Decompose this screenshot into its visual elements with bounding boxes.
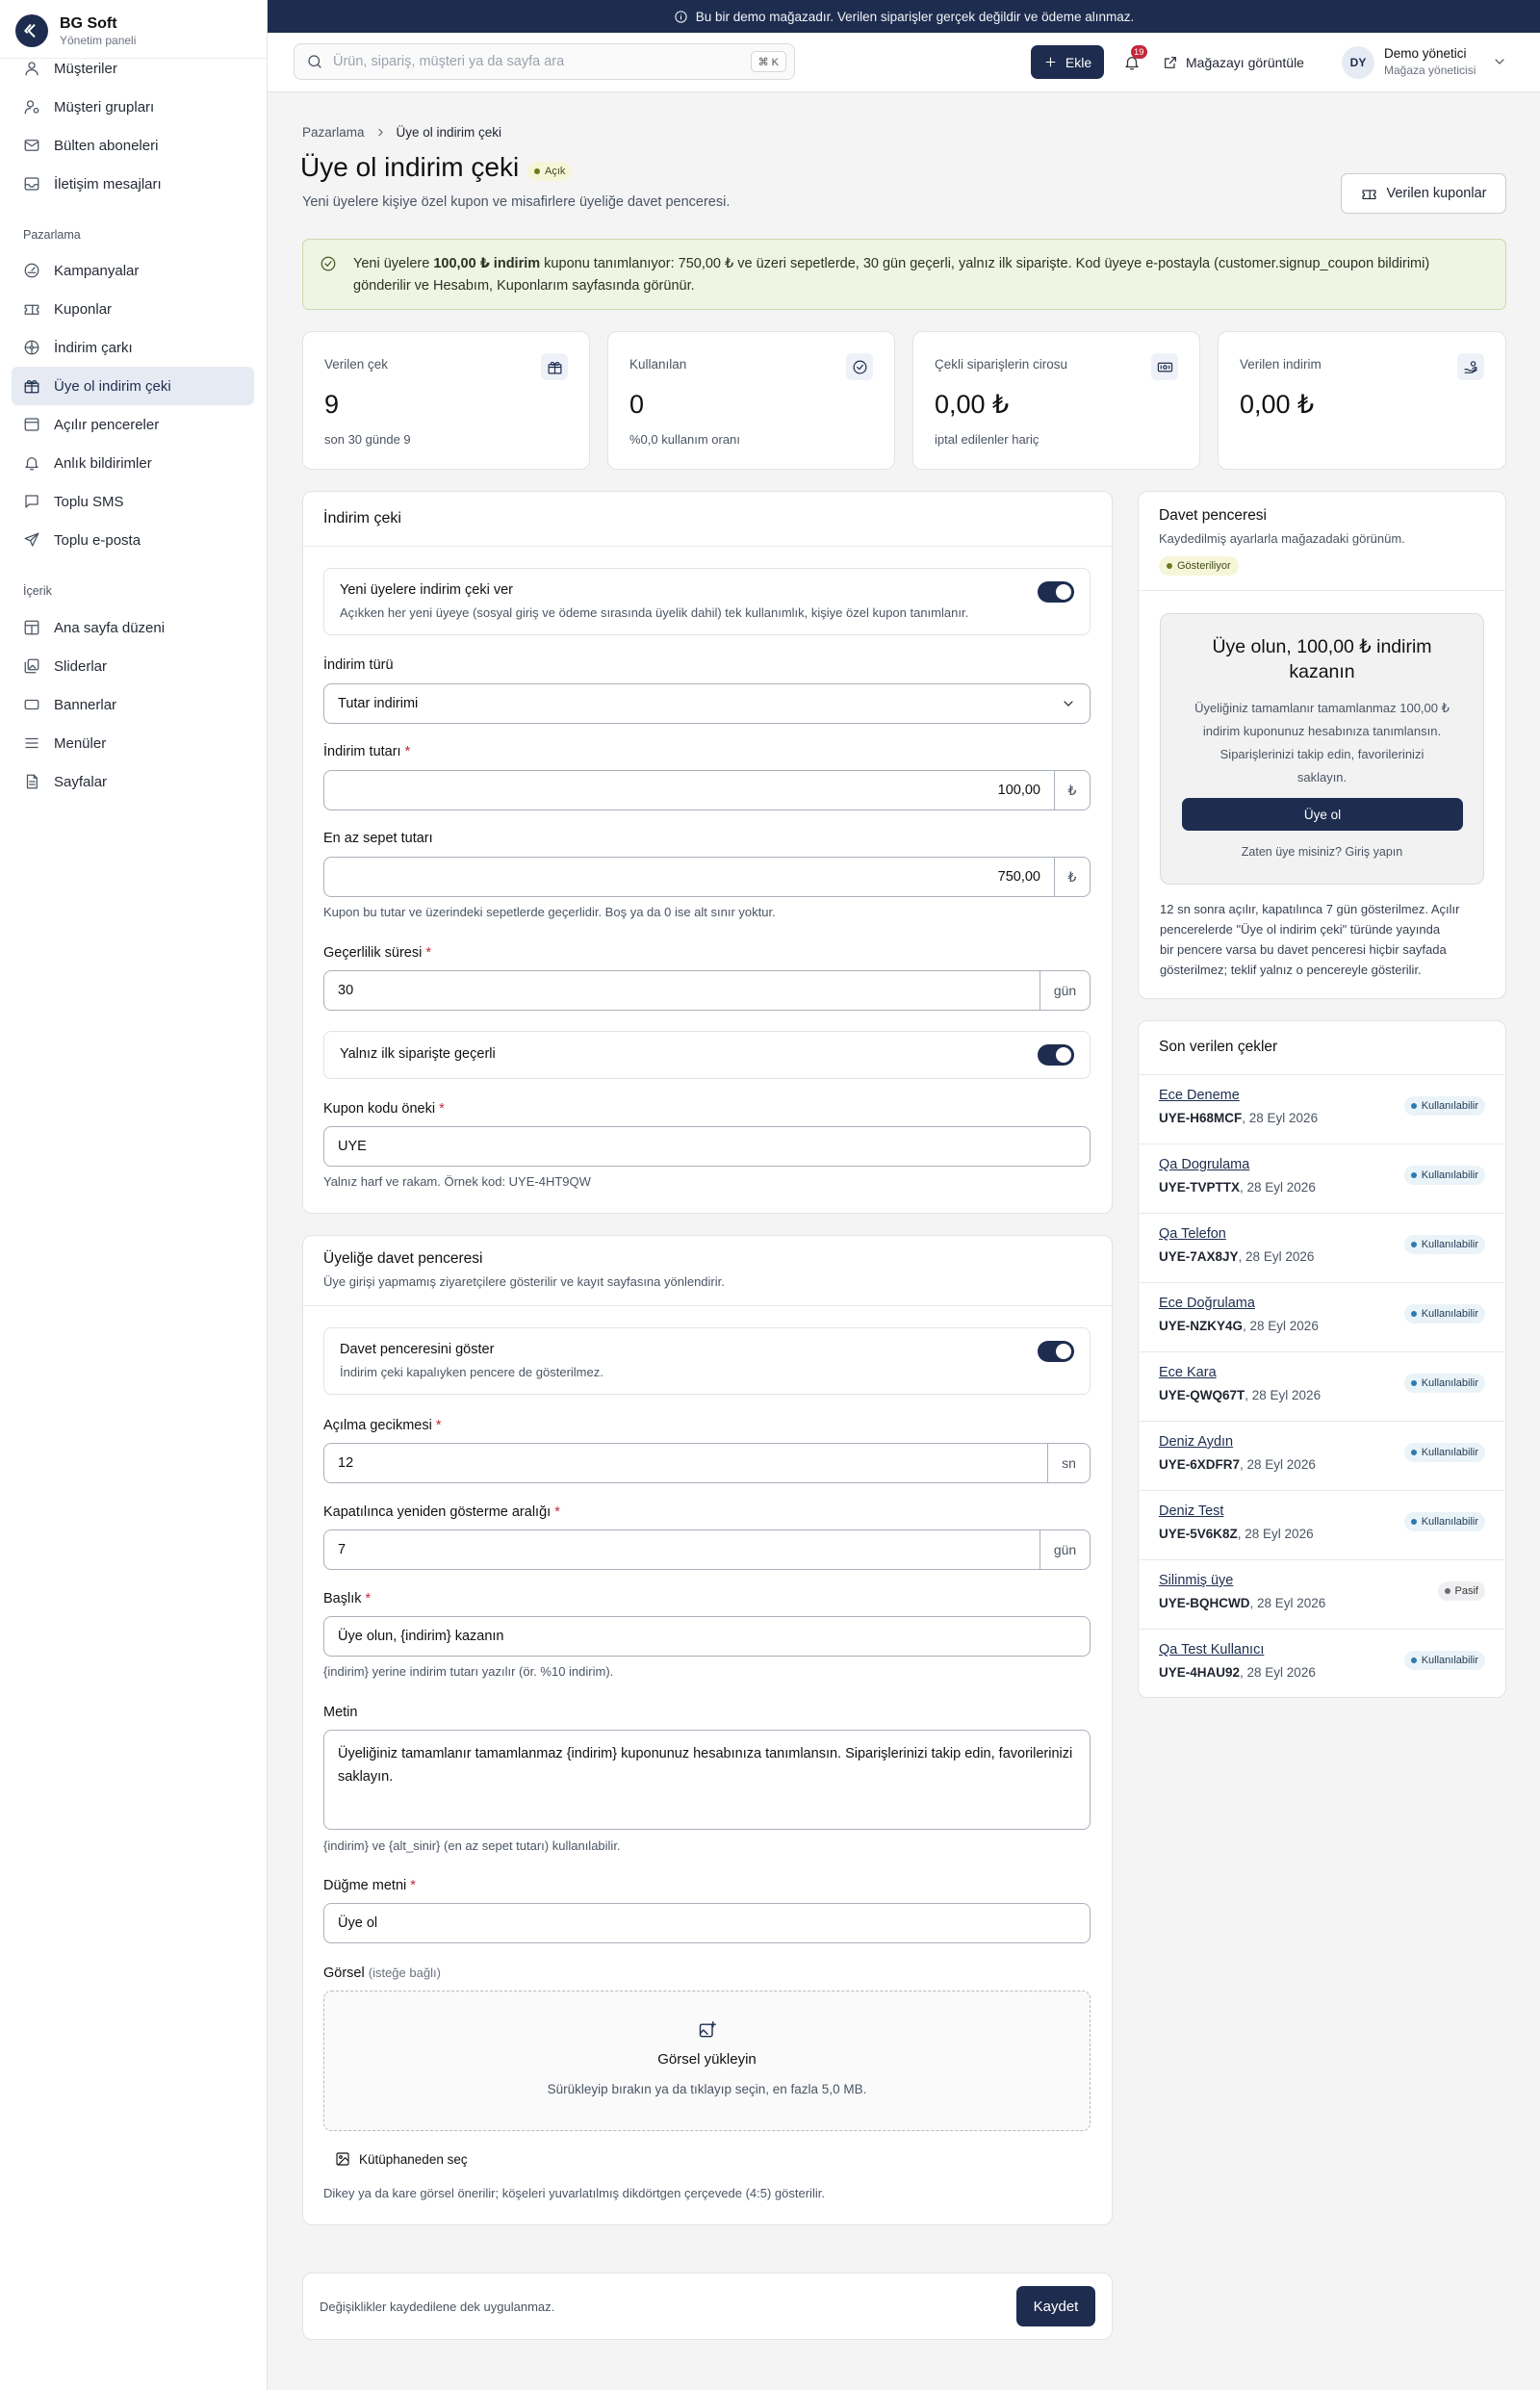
status-dot-icon <box>1411 1103 1417 1109</box>
sidebar-item-contact-messages[interactable] <box>12 165 254 203</box>
popup-preview-login: Zaten üye misiniz? Giriş yapın <box>1241 845 1403 859</box>
text-label: Metin <box>323 1705 358 1720</box>
discount-amount-label <box>323 744 410 759</box>
toggle-title: Yalnız ilk siparişte geçerli <box>340 1046 496 1062</box>
status-badge <box>1404 1443 1485 1462</box>
stat-card-revenue <box>912 331 1200 470</box>
first-order-toggle-row <box>323 1031 1091 1079</box>
recipient-link[interactable]: Ece Doğrulama <box>1159 1296 1255 1311</box>
brand-name: BG Soft <box>60 14 117 32</box>
list-item <box>1138 1282 1506 1351</box>
sidebar-item-label: Bannerlar <box>54 696 117 713</box>
status-badge-label: Kullanılabilir <box>1421 1239 1478 1250</box>
status-dot-icon <box>1411 1311 1417 1317</box>
gauge-icon <box>23 262 40 279</box>
toggle-title: Yeni üyelere indirim çeki ver <box>340 582 513 598</box>
sidebar-item-label: Toplu SMS <box>54 493 124 510</box>
issued-coupons-label: Verilen kuponlar <box>1386 186 1487 201</box>
invite-card-description: Üye girişi yapmamış ziyaretçilere gösterilir ve kayıt sayfasına yönlendirir. <box>323 1274 725 1289</box>
stat-sub: %0,0 kullanım oranı <box>629 432 740 447</box>
status-badge-label: Kullanılabilir <box>1421 1447 1478 1458</box>
chevron-down-icon <box>1061 696 1076 711</box>
status-badge <box>1404 1651 1485 1670</box>
info-text-bold: 100,00 ₺ indirim <box>433 256 541 271</box>
invite-card-title: Üyeliğe davet penceresi <box>323 1250 483 1267</box>
stat-label: Kullanılan <box>629 357 687 372</box>
demo-banner <box>268 0 1540 33</box>
preview-note-line: gösterilmez; teklif yalnız o pencereyle gösterilir. <box>1160 963 1422 977</box>
status-dot-icon <box>1411 1450 1417 1455</box>
upload-hint: Sürükleyip bırakın ya da tıklayıp seçin, en fazla 5,0 MB. <box>547 2082 867 2096</box>
window-icon <box>23 416 40 433</box>
popup-text-line: Siparişlerinizi takip edin, favorilerinizi <box>1219 747 1424 761</box>
status-dot-icon <box>1411 1380 1417 1386</box>
sidebar-item-bulk-sms[interactable] <box>12 482 254 521</box>
invite-toggle-row <box>323 1327 1091 1395</box>
breadcrumb <box>302 125 501 140</box>
avatar[interactable]: DY <box>1342 46 1374 79</box>
recent-coupons-title: Son verilen çekler <box>1159 1039 1278 1055</box>
status-badge-label: Açık <box>545 166 566 177</box>
brand-logo-icon <box>15 14 48 47</box>
coupon-date: , 28 Eyl 2026 <box>1240 1180 1316 1195</box>
status-badge <box>1404 1235 1485 1254</box>
sidebar-item-customer-groups[interactable] <box>12 88 254 126</box>
required-marker: * <box>435 1418 442 1433</box>
sidebar-item-newsletter[interactable] <box>12 126 254 165</box>
sidebar-item-signup-coupon[interactable] <box>12 367 254 405</box>
required-marker: * <box>410 1878 416 1893</box>
chevron-right-icon <box>374 126 387 139</box>
breadcrumb-current: Üye ol indirim çeki <box>396 125 502 140</box>
popup-heading-input[interactable]: Üye olun, {indirim} kazanın <box>323 1616 1091 1657</box>
delay-label <box>323 1418 442 1433</box>
currency-addon: ₺ <box>1055 857 1091 897</box>
info-alert <box>302 239 1506 310</box>
sidebar-item-label: Sliderlar <box>54 657 108 675</box>
min-cart-label: En az sepet tutarı <box>323 831 433 846</box>
rectangle-icon <box>23 696 40 713</box>
sidebar-item-label: Ana sayfa düzeni <box>54 619 166 636</box>
sidebar-item-pages[interactable] <box>12 762 254 801</box>
sidebar-item-banners[interactable] <box>12 685 254 724</box>
list-item <box>1138 1144 1506 1213</box>
popup-preview-title <box>1161 634 1483 684</box>
sidebar-item-label: İletişim mesajları <box>54 175 162 193</box>
brand-subtitle: Yönetim paneli <box>60 33 137 47</box>
preview-status-badge <box>1159 556 1239 576</box>
card-divider <box>303 546 1112 547</box>
bell-icon <box>23 454 40 472</box>
sidebar-item-push-notifications[interactable] <box>12 444 254 482</box>
brand[interactable] <box>15 12 266 50</box>
prefix-label-text: Kupon kodu öneki <box>323 1101 436 1117</box>
stat-sub: son 30 günde 9 <box>324 432 411 447</box>
status-badge-label: Kullanılabilir <box>1421 1308 1478 1320</box>
preview-status-label: Gösteriliyor <box>1177 560 1231 572</box>
image-hint: Dikey ya da kare görsel önerilir; köşeleri yuvarlatılmış dikdörtgen çerçevede (4:5) gösterilir. <box>323 2186 825 2200</box>
status-dot-icon <box>534 168 540 174</box>
status-badge <box>1404 1304 1485 1323</box>
popup-title-line: Üye olun, 100,00 ₺ indirim <box>1212 636 1432 657</box>
recipient-link[interactable]: Deniz Aydın <box>1159 1434 1234 1450</box>
text-hint: {indirim} ve {alt_sinir} (en az sepet tutarı) kullanılabilir. <box>323 1838 621 1853</box>
interval-input[interactable]: 7 <box>323 1529 1040 1570</box>
card-divider <box>1139 590 1505 591</box>
status-dot-icon <box>1167 563 1172 569</box>
delay-label-text: Açılma gecikmesi <box>323 1418 432 1433</box>
status-dot-icon <box>1445 1588 1450 1594</box>
choose-from-library-button[interactable] <box>335 2151 468 2167</box>
recipient-link[interactable]: Qa Test Kullanıcı <box>1159 1642 1265 1658</box>
heading-hint: {indirim} yerine indirim tutarı yazılır (ör. %10 indirim). <box>323 1664 614 1679</box>
check-circle-icon <box>846 353 873 380</box>
heading-label-text: Başlık <box>323 1591 362 1606</box>
check-circle-icon <box>320 255 337 272</box>
status-badge <box>1404 1512 1485 1531</box>
sidebar-item-customers[interactable] <box>12 49 254 88</box>
sidebar-item-coupons[interactable] <box>12 290 254 328</box>
layout-icon <box>23 619 40 636</box>
card-divider <box>303 1305 1112 1306</box>
coupon-date: , 28 Eyl 2026 <box>1242 1111 1319 1125</box>
popup-text-textarea[interactable]: Üyeliğiniz tamamlanır tamamlanmaz {indirim} kuponunuz hesabınıza tanımlansın. Siparişlerinizi takip edin, favorilerinizi saklayın. <box>323 1730 1091 1830</box>
toggle-description: Açıkken her yeni üyeye (sosyal giriş ve ödeme sırasında üyelik dahil) tek kullanımlık, kişiye özel kupon tanımlanır. <box>340 605 969 620</box>
popup-preview-button: Üye ol <box>1182 798 1463 831</box>
user-role: Mağaza yöneticisi <box>1384 64 1476 77</box>
recipient-link[interactable]: Qa Telefon <box>1159 1226 1226 1242</box>
list-item <box>1138 1421 1506 1490</box>
discount-type-select[interactable] <box>323 683 1091 724</box>
list-item <box>1138 1490 1506 1559</box>
ticket-icon <box>23 300 40 318</box>
view-store-label: Mağazayı görüntüle <box>1186 55 1304 70</box>
popup-button-text-input[interactable]: Üye ol <box>323 1903 1091 1943</box>
recipient-link[interactable]: Deniz Test <box>1159 1503 1224 1519</box>
save-bar-note: Değişiklikler kaydedilene dek uygulanmaz. <box>320 2300 555 2314</box>
sidebar-item-label: Kuponlar <box>54 300 113 318</box>
stat-card-discount <box>1218 331 1506 470</box>
prefix-label <box>323 1101 445 1117</box>
required-marker: * <box>425 945 432 961</box>
discount-type-value: Tutar indirimi <box>338 696 419 711</box>
stat-sub: iptal edilenler hariç <box>935 432 1040 447</box>
required-marker: * <box>365 1591 372 1606</box>
coupon-code: UYE-QWQ67T <box>1159 1388 1245 1402</box>
sidebar-item-label: Bülten aboneleri <box>54 137 159 154</box>
coupon-code-line <box>1159 1180 1316 1195</box>
discount-type-label: İndirim türü <box>323 657 394 673</box>
ticket-icon <box>1361 186 1377 202</box>
popup-preview <box>1160 613 1484 885</box>
stat-label: Çekli siparişlerin cirosu <box>935 357 1068 372</box>
invite-popup-toggle[interactable] <box>1038 1341 1074 1362</box>
hand-coins-icon <box>1457 353 1484 380</box>
preview-card-title: Davet penceresi <box>1159 507 1268 524</box>
required-marker: * <box>439 1101 445 1117</box>
optional-marker: (isteğe bağlı) <box>368 1966 441 1980</box>
sidebar <box>0 0 268 2390</box>
prefix-hint: Yalnız harf ve rakam. Örnek kod: UYE-4HT9QW <box>323 1174 591 1189</box>
sidebar-item-label: Açılır pencereler <box>54 416 160 433</box>
coupon-date: , 28 Eyl 2026 <box>1240 1665 1316 1680</box>
coupon-code: UYE-4HAU92 <box>1159 1665 1241 1680</box>
coupon-date: , 28 Eyl 2026 <box>1243 1319 1319 1333</box>
chevron-down-icon[interactable] <box>1492 54 1507 69</box>
coupon-code: UYE-7AX8JY <box>1159 1249 1239 1264</box>
search-placeholder: Ürün, sipariş, müşteri ya da sayfa ara <box>333 54 565 69</box>
status-badge-label: Kullanılabilir <box>1421 1655 1478 1666</box>
delay-input[interactable]: 12 <box>323 1443 1048 1483</box>
sidebar-section-marketing: Pazarlama <box>23 228 81 242</box>
list-item <box>1138 1074 1506 1144</box>
toggle-description: İndirim çeki kapalıyken pencere de gösterilmez. <box>340 1365 603 1379</box>
preview-note-line: pencerelerde "Üye ol indirim çeki" türünde yayında <box>1160 922 1441 937</box>
coupon-date: , 28 Eyl 2026 <box>1249 1596 1326 1610</box>
sidebar-item-bulk-email[interactable] <box>12 521 254 559</box>
stat-label: Verilen çek <box>324 357 389 372</box>
signup-coupon-toggle-row <box>323 568 1091 635</box>
file-text-icon <box>23 773 40 790</box>
coupon-code: UYE-6XDFR7 <box>1159 1457 1241 1472</box>
banknote-icon <box>1151 353 1178 380</box>
info-text-rest: kuponu tanımlanıyor: 750,00 ₺ ve üzeri sepetlerde, 30 gün geçerli, yalnız ilk siparişte. Kod üyeye e-postayla (customer.signup_coupon bildirimi) <box>540 256 1430 271</box>
image-upload-dropzone[interactable] <box>323 1991 1091 2131</box>
required-marker: * <box>404 744 411 759</box>
image-label-text: Görsel <box>323 1966 365 1981</box>
sidebar-item-menus[interactable] <box>12 724 254 762</box>
search-input[interactable] <box>294 43 795 80</box>
discount-amount-input[interactable]: 100,00 <box>323 770 1055 810</box>
stat-value: 9 <box>324 390 340 419</box>
search-shortcut: ⌘ K <box>751 51 786 72</box>
list-item <box>1138 1351 1506 1421</box>
first-order-toggle[interactable] <box>1038 1044 1074 1066</box>
recipient-link[interactable]: Ece Deneme <box>1159 1088 1240 1103</box>
stat-label: Verilen indirim <box>1240 357 1322 372</box>
demo-banner-text: Bu bir demo mağazadır. Verilen siparişler gerçek değildir ve ödeme alınmaz. <box>695 9 1135 24</box>
sidebar-item-label: Üye ol indirim çeki <box>54 377 171 395</box>
sidebar-item-discount-wheel[interactable] <box>12 328 254 367</box>
discount-amount-label-text: İndirim tutarı <box>323 744 401 759</box>
days-addon: gün <box>1040 1529 1091 1570</box>
list-item <box>1138 1629 1506 1698</box>
sidebar-item-label: Menüler <box>54 734 107 752</box>
plus-icon <box>1043 55 1058 69</box>
stat-value: 0,00 ₺ <box>935 390 1010 419</box>
info-line-2: gönderilir ve Hesabım, Kuponlarım sayfasında görünür. <box>353 278 695 294</box>
heading-label <box>323 1591 371 1606</box>
sidebar-item-label: Kampanyalar <box>54 262 140 279</box>
sidebar-item-homepage-layout[interactable] <box>12 608 254 647</box>
preview-card-description: Kaydedilmiş ayarlarla mağazadaki görünüm. <box>1159 531 1405 546</box>
coupon-date: , 28 Eyl 2026 <box>1240 1457 1316 1472</box>
interval-label <box>323 1504 560 1520</box>
info-text-pre: Yeni üyelere <box>353 256 434 271</box>
sidebar-item-label: Müşteriler <box>54 60 117 77</box>
sidebar-item-popups[interactable] <box>12 405 254 444</box>
save-button[interactable]: Kaydet <box>1016 2286 1095 2326</box>
seconds-addon: sn <box>1048 1443 1091 1483</box>
send-icon <box>23 531 40 549</box>
status-badge-label: Kullanılabilir <box>1421 1100 1478 1112</box>
image-label <box>323 1966 441 1981</box>
days-addon: gün <box>1040 970 1091 1011</box>
recipient-link[interactable]: Ece Kara <box>1159 1365 1217 1380</box>
coupon-code-line <box>1159 1457 1316 1472</box>
popup-text-line: saklayın. <box>1296 770 1348 784</box>
user-name[interactable]: Demo yönetici <box>1384 46 1467 61</box>
image-icon <box>335 2151 350 2167</box>
validity-label <box>323 945 431 961</box>
topbar <box>268 33 1540 92</box>
popup-title-line: kazanın <box>1289 661 1355 682</box>
button-text-label <box>323 1878 416 1893</box>
sidebar-item-sliders[interactable] <box>12 647 254 685</box>
coupon-code: UYE-H68MCF <box>1159 1111 1243 1125</box>
list-item <box>1138 1213 1506 1282</box>
external-link-icon <box>1163 55 1178 70</box>
status-badge <box>1404 1374 1485 1393</box>
user-cog-icon <box>23 98 40 116</box>
sidebar-item-campaigns[interactable] <box>12 251 254 290</box>
stat-card-issued <box>302 331 590 470</box>
wheel-icon <box>23 339 40 356</box>
status-badge-label: Kullanılabilir <box>1421 1377 1478 1389</box>
coupon-date: , 28 Eyl 2026 <box>1245 1388 1322 1402</box>
status-badge <box>1404 1166 1485 1185</box>
sidebar-item-label: Toplu e-posta <box>54 531 141 549</box>
status-badge <box>527 162 572 181</box>
add-button[interactable] <box>1031 45 1104 79</box>
currency-addon: ₺ <box>1055 770 1091 810</box>
stat-value: 0,00 ₺ <box>1240 390 1315 419</box>
stat-value: 0 <box>629 390 645 419</box>
gift-icon <box>541 353 568 380</box>
coupon-code-line <box>1159 1527 1314 1541</box>
view-store-link[interactable] <box>1163 47 1304 78</box>
coupon-code-line <box>1159 1665 1316 1680</box>
info-line-1 <box>353 253 1488 275</box>
issued-coupons-button[interactable] <box>1341 173 1506 214</box>
popup-text-line: indirim kuponunuz hesabınıza tanımlansın. <box>1202 724 1442 738</box>
coupon-code: UYE-NZKY4G <box>1159 1319 1244 1333</box>
toggle-title: Davet penceresini göster <box>340 1342 495 1357</box>
upload-title: Görsel yükleyin <box>657 2051 757 2068</box>
sidebar-section-content: İçerik <box>23 584 52 598</box>
status-dot-icon <box>1411 1658 1417 1663</box>
search-icon <box>306 53 323 70</box>
status-badge-label: Kullanılabilir <box>1421 1516 1478 1528</box>
coupon-code-line <box>1159 1111 1318 1125</box>
recipient-link[interactable]: Silinmiş üye <box>1159 1573 1234 1588</box>
menu-icon <box>23 734 40 752</box>
breadcrumb-parent[interactable]: Pazarlama <box>302 125 365 140</box>
sidebar-item-label: İndirim çarkı <box>54 339 133 356</box>
inbox-icon <box>23 175 40 193</box>
status-dot-icon <box>1411 1519 1417 1525</box>
sidebar-item-label: Sayfalar <box>54 773 108 790</box>
preview-note-line: bir pencere varsa bu davet penceresi hiçbir sayfada <box>1160 942 1447 957</box>
sidebar-item-label: Müşteri grupları <box>54 98 155 116</box>
stat-card-used <box>607 331 895 470</box>
image-plus-icon <box>698 2020 717 2040</box>
library-label: Kütüphaneden seç <box>359 2151 468 2167</box>
signup-coupon-toggle[interactable] <box>1038 581 1074 603</box>
status-badge-label: Kullanılabilir <box>1421 1169 1478 1181</box>
message-square-icon <box>23 493 40 510</box>
user-icon <box>23 60 40 77</box>
info-icon <box>674 10 688 24</box>
coupon-code-line <box>1159 1596 1325 1610</box>
images-icon <box>23 657 40 675</box>
status-badge <box>1404 1096 1485 1116</box>
notification-count-badge: 19 <box>1131 45 1147 59</box>
validity-input[interactable]: 30 <box>323 970 1040 1011</box>
validity-label-text: Geçerlilik süresi <box>323 945 423 961</box>
coupon-code: UYE-BQHCWD <box>1159 1596 1250 1610</box>
coupon-date: , 28 Eyl 2026 <box>1238 1249 1315 1264</box>
coupon-code-line <box>1159 1249 1314 1264</box>
page-title: Üye ol indirim çeki <box>300 152 520 182</box>
mail-icon <box>23 137 40 154</box>
coupon-date: , 28 Eyl 2026 <box>1237 1527 1314 1541</box>
button-text-label-text: Düğme metni <box>323 1878 407 1893</box>
recipient-link[interactable]: Qa Dogrulama <box>1159 1157 1250 1172</box>
interval-label-text: Kapatılınca yeniden gösterme aralığı <box>323 1504 552 1520</box>
sidebar-item-label: Anlık bildirimler <box>54 454 152 472</box>
gift-icon <box>23 377 40 395</box>
coupon-code-line <box>1159 1319 1319 1333</box>
preview-note <box>1160 899 1459 980</box>
min-cart-input[interactable]: 750,00 <box>323 857 1055 897</box>
coupon-card-title: İndirim çeki <box>323 510 401 527</box>
status-dot-icon <box>1411 1172 1417 1178</box>
coupon-code: UYE-5V6K8Z <box>1159 1527 1238 1541</box>
required-marker: * <box>554 1504 560 1520</box>
list-item <box>1138 1559 1506 1629</box>
status-badge-label: Pasif <box>1454 1585 1478 1597</box>
coupon-prefix-input[interactable]: UYE <box>323 1126 1091 1167</box>
popup-preview-text <box>1161 697 1483 789</box>
popup-text-line: Üyeliğiniz tamamlanır tamamlanmaz 100,00 ₺ <box>1194 701 1450 715</box>
status-badge <box>1438 1581 1485 1601</box>
add-button-label: Ekle <box>1065 54 1092 70</box>
page-subtitle: Yeni üyelere kişiye özel kupon ve misafirlere üyeliğe davet penceresi. <box>302 194 731 210</box>
preview-note-line: 12 sn sonra açılır, kapatılınca 7 gün gösterilmez. Açılır <box>1160 902 1460 916</box>
coupon-code-line <box>1159 1388 1321 1402</box>
min-cart-hint: Kupon bu tutar ve üzerindeki sepetlerde geçerlidir. Boş ya da 0 ise alt sınır yoktur. <box>323 905 776 919</box>
coupon-code: UYE-TVPTTX <box>1159 1180 1241 1195</box>
status-dot-icon <box>1411 1242 1417 1247</box>
